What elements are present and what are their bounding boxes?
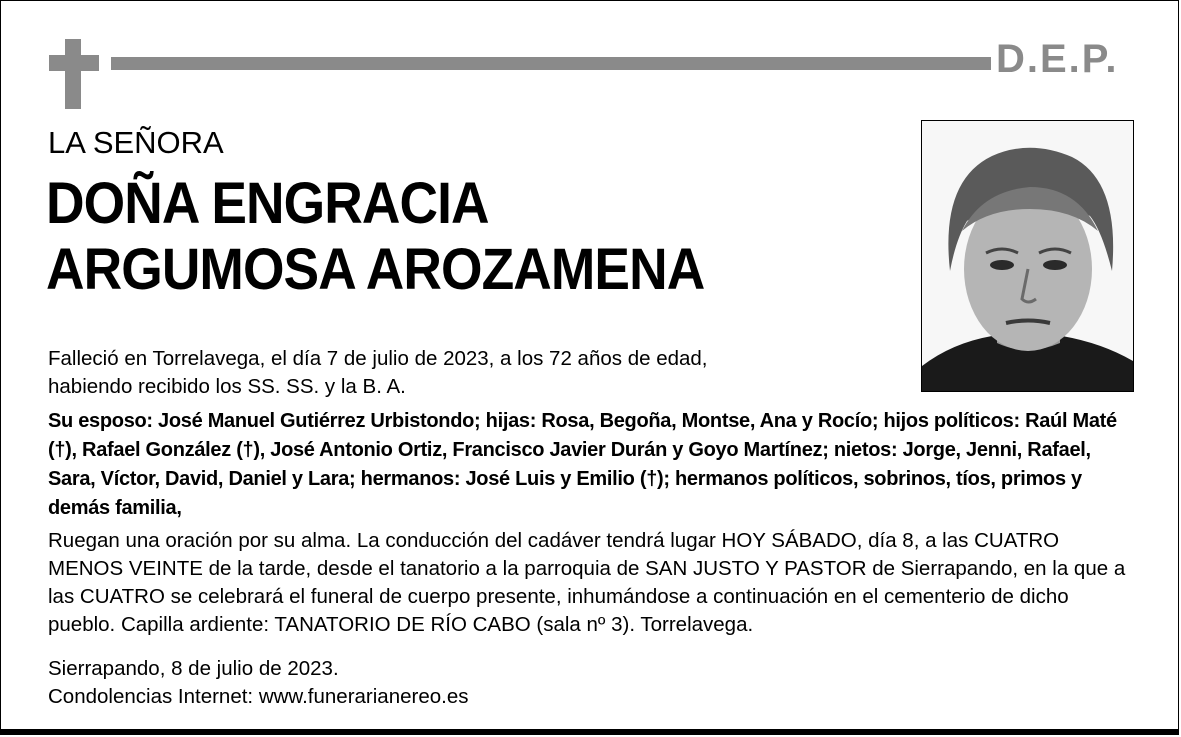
death-info-line2: habiendo recibido los SS. SS. y la B. A. bbox=[48, 375, 406, 398]
death-info-line1: Falleció en Torrelavega, el día 7 de julio de 2023, a los 72 años de edad, bbox=[48, 347, 708, 370]
condolences-line: Condolencias Internet: www.funerarianereo.es bbox=[48, 685, 469, 708]
header-rule bbox=[111, 57, 991, 70]
family-paragraph: Su esposo: José Manuel Gutiérrez Urbistondo; hijas: Rosa, Begoña, Montse, Ana y Rocío; hijos políticos: Raúl Maté (†), Rafael González (†), José Antonio Ortiz, Francisco Javier Durán y Goyo Martínez; nietos: Jorge, Jenni, Rafael, Sara, Víctor, David, Daniel y Lara; hermanos: José Luis y Emilio (†); hermanos políticos, sobrinos, tíos, primos y demás familia, bbox=[48, 410, 1117, 519]
deceased-name-line2: ARGUMOSA AROZAMENA bbox=[46, 237, 705, 302]
deceased-prefix: LA SEÑORA bbox=[48, 125, 224, 160]
portrait-image bbox=[922, 121, 1133, 391]
deceased-name-line1: DOÑA ENGRACIA bbox=[46, 171, 489, 236]
cross-icon-bar bbox=[49, 55, 99, 71]
cross-icon bbox=[65, 39, 81, 109]
footer bbox=[48, 655, 898, 711]
portrait-photo bbox=[921, 120, 1134, 392]
service-paragraph: Ruegan una oración por su alma. La conducción del cadáver tendrá lugar HOY SÁBADO, día 8, a las CUATRO MENOS VEINTE de la tarde, desde el tanatorio a la parroquia de SAN JUSTO Y PASTOR de Sierrapando, en la que a las CUATRO se celebrará el funeral de cuerpo presente, inhumándose a continuación en el cementerio de dicho pueblo. Capilla ardiente: TANATORIO DE RÍO CABO (sala nº 3). Torrelavega. bbox=[48, 529, 1126, 636]
deceased-name bbox=[46, 171, 704, 303]
dep-label: D.E.P. bbox=[996, 37, 1119, 81]
death-info bbox=[48, 345, 898, 401]
place-date: Sierrapando, 8 de julio de 2023. bbox=[48, 657, 339, 680]
